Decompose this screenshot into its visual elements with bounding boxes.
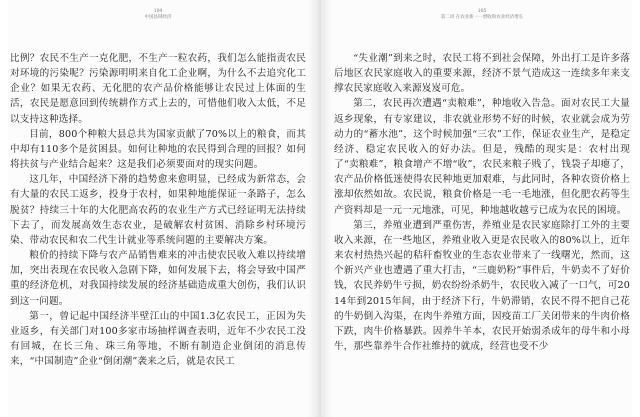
right-page — [332, 0, 632, 417]
paragraph: 第一，曾记起中国经济半壁江山的中国1.3亿农民工，正因为失业返乡，有关部门对100多家市场抽样调查表明，近年不少农民工没有回城，在长三角、珠三角等地，不断有制造企业倒闭的消息传来，“中国制造”企业“倒闭潮”袭来之后，就是农民工 — [10, 310, 306, 368]
right-page-body — [332, 51, 632, 354]
left-page-body — [8, 51, 308, 369]
paragraph: 这几年，中国经济下滑的趋势愈来愈明显，已经成为新常态，会有大量的农民工返乡，投身于农村，如果种地能保证一条路子，怎么脱贫？持续三十年的大化肥高农药的农业生产方式已经证明无法持续下去了，而发展高效生态农业，是破解农村贫困、消除乡村环境污染、带动农民和农二代生计就业等系统问题的主要解决方案。 — [10, 174, 306, 246]
paragraph: 第三，养殖业遭到严重伤害，养殖业是农民家庭除打工外的主要收入来源，在一些地区，养殖业收入更是农民收入的80%以上，近年来农村热热兴起的秸秆畜牧业的生态农业带来了一线曙光，然而，这个新兴产业也遭遇了重大打击，“三鹿奶粉”事件后，牛奶卖不了好价钱，农民养奶牛亏损，奶农纷纷杀奶牛，农民收入减了一口气，可2014年到2015年间，由于经济下行，牛奶滞销，农民不得不把自己花的牛奶倒入沟渠，在肉牛养殖方面，因疫苗工厂关闭带来的牛肉价格下跌，肉牛价格暴跌。因养牛羊本，农民开始弱杀成年的母牛和小母牛，那些靠养牛合作社维持的就成，经营也受不少 — [334, 219, 630, 352]
left-page-number: 104 — [153, 9, 163, 14]
paragraph: 粮价的持续下降与农产品销售难来的冲击使农民收入难以持续增加，突出表现在农民收入急剧下降，如何发展下去，将会导致中国严重的经济危机，对我国持续发展的经济基础造成重大创伤，我们认识到这一问题。 — [10, 250, 306, 307]
paragraph: 比例？农民不生产一克化肥，不生产一粒农药，我们怎么能指责农民对环境的污染呢？污染源明明来自化工企业啊，为什么不去追究化工企业？如果无农药、无化肥的农产品价格能够让农民过上体面的生活，农民是愿意回到传统耕作方式上去的，可惜他们收入太低，不足以支持这种选择。 — [10, 53, 306, 125]
left-running-head: 中国县域经济 — [144, 15, 172, 20]
right-page-header — [332, 9, 632, 21]
paragraph: 目前，800个种粮大县总共为国家贡献了70%以上的粮食，而其中却有110多个是贫困县。如何让种地的农民得到合理的回报？如何将扶贫与产业结合起来？这是我们必须要面对的现实问题。 — [10, 128, 306, 171]
book-gutter — [308, 0, 332, 417]
left-page — [8, 0, 308, 417]
paragraph: “失业潮”到来之时，农民工将不到社会保障，外出打工是许多落后地区农民家庭收入的重要来源，经济不景气造成这一连续多年来支撑农民家庭收入来源岌岌可危。 — [334, 53, 630, 95]
paragraph: 第二，农民再次遭遇“卖粮难”，种地收入告急。面对农民工大量返乡现象，有专家建议，非农就业形势不好的时候，农业就会成为劳动力的“蓄水池”，这个时候加强“三农”工作，保证农业生产，是稳定经济、稳定农民收入的好办法。但是，残酷的现实是：农村出现了“卖粮难”，粮食增产不增“收”，农民来粮子贱了，钱袋子却瘪了，农产品价格低迷使得农民种地更加艰难，与此同时，各种农资价格上涨却依然如故。农民说，粮食价格是一毛一毛地涨，但化肥农药等生产资料却是一元一元地涨，可见，种地越收越亏已成为农民的困境。 — [334, 98, 630, 216]
right-running-head: 第二讲 在农业新一一增收和农业经济增长 — [440, 15, 524, 20]
right-page-number: 105 — [477, 9, 487, 14]
left-page-header — [8, 9, 308, 21]
